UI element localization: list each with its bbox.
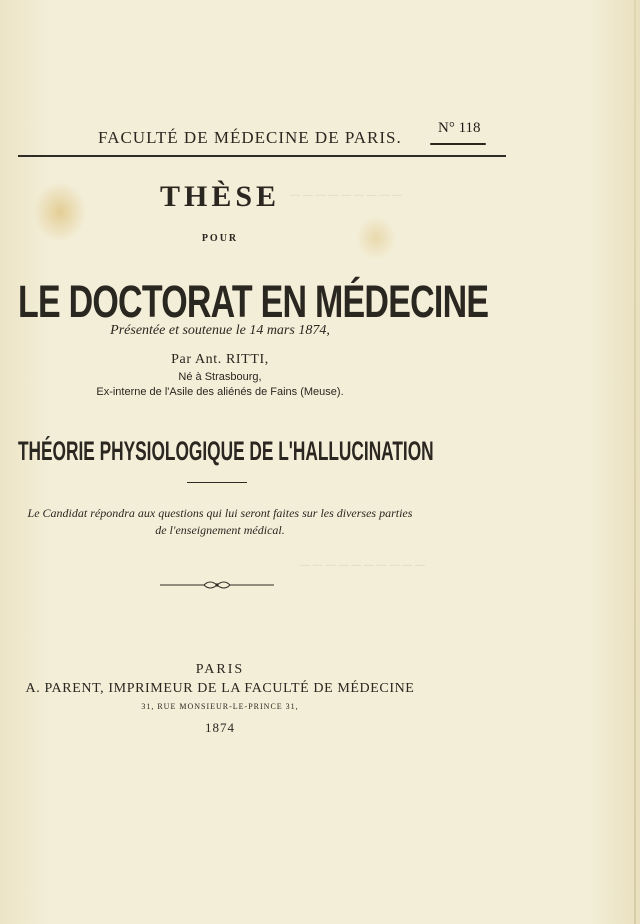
short-rule [187, 482, 247, 483]
bleed-through-decoration: — — — — — — — — — [290, 190, 403, 201]
presentation-line: Présentée et soutenue le 14 mars 1874, [110, 323, 330, 338]
candidate-notice-line-1: Le Candidat répondra aux questions qui lui seront faites sur les diverses parties [27, 506, 413, 520]
bleed-through-decoration: — — — — — — — — — — [300, 560, 426, 571]
ornament-icon [160, 578, 274, 592]
imprint-city: PARIS [195, 662, 245, 677]
page-edge [634, 0, 636, 924]
doctorat-title: LE DOCTORAT EN MÉDECINE [18, 276, 489, 327]
these-title: THÈSE [159, 180, 281, 213]
thesis-number: N° 118 [438, 120, 481, 136]
position-line: Ex-interne de l'Asile des aliénés de Fains (Meuse). [96, 386, 344, 398]
number-underline [430, 143, 486, 145]
thesis-subject-title: THÉORIE PHYSIOLOGIQUE DE L'HALLUCINATION [18, 436, 434, 466]
birthplace-line: Né à Strasbourg, [178, 371, 262, 383]
candidate-notice-line-2: de l'enseignement médical. [155, 523, 285, 537]
pour-label: POUR [201, 233, 239, 244]
imprint-address: 31, RUE MONSIEUR-LE-PRINCE 31, [141, 702, 299, 711]
imprint-year: 1874 [205, 720, 235, 735]
header-rule [18, 155, 506, 157]
imprint-printer: A. PARENT, IMPRIMEUR DE LA FACULTÉ DE MÉDECINE [25, 681, 415, 696]
faculty-heading: FACULTÉ DE MÉDECINE DE PARIS. [98, 128, 402, 147]
author-line: Par Ant. RITTI, [171, 352, 269, 367]
candidate-notice [0, 505, 440, 539]
ornament-divider [160, 578, 274, 597]
